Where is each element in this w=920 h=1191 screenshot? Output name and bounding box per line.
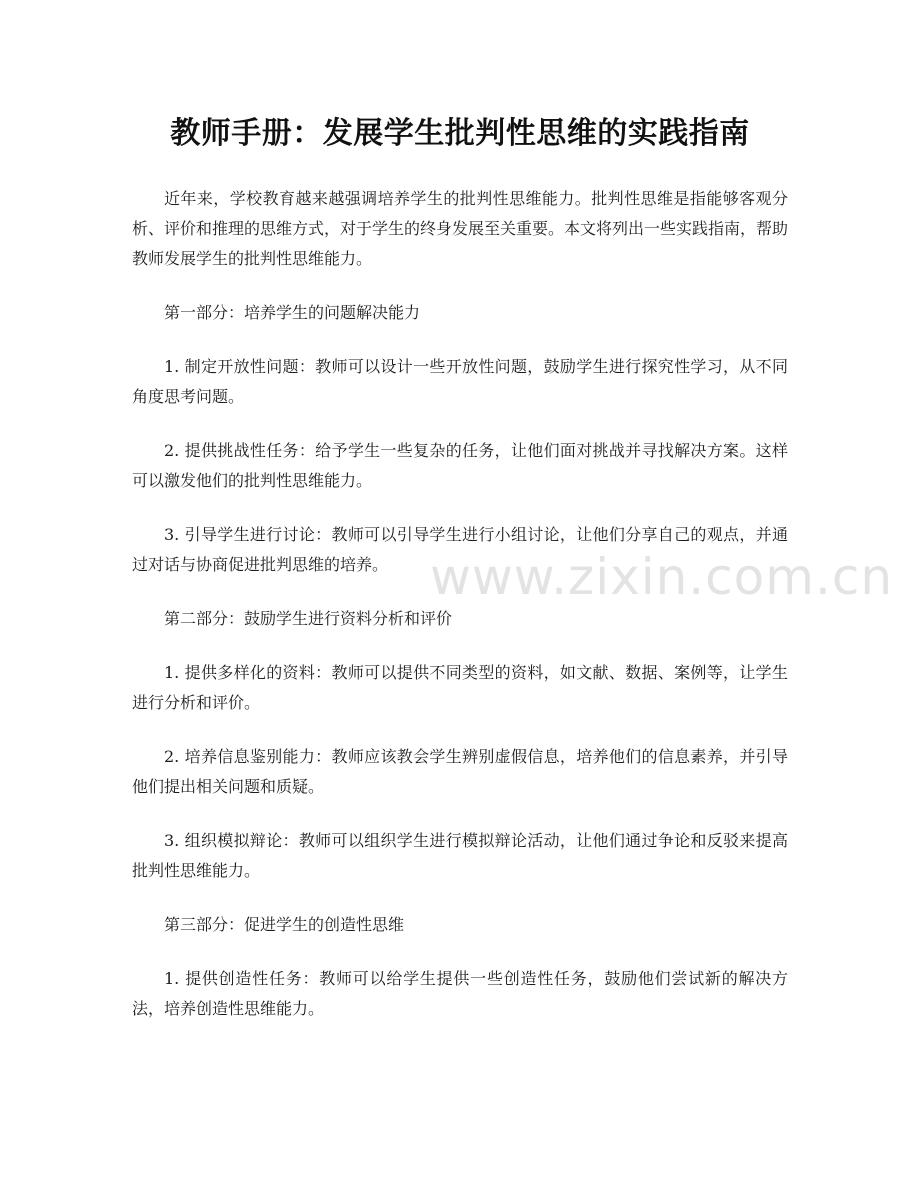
section-heading-1: 第一部分：培养学生的问题解决能力 [164,303,421,322]
list-item: 1. 提供创造性任务：教师可以给学生提供一些创造性任务，鼓励他们尝试新的解决方法，培养创造性思维能力。 [132,969,788,1018]
document-body [132,184,788,1048]
list-item: 3. 组织模拟辩论：教师可以组织学生进行模拟辩论活动，让他们通过争论和反驳来提高批判性思维能力。 [132,831,788,880]
document-title: 教师手册：发展学生批判性思维的实践指南 [170,116,750,151]
watermark: www.zixin.com.cn [430,548,894,606]
list-item: 3. 引导学生进行讨论：教师可以引导学生进行小组讨论，让他们分享自己的观点，并通过对话与协商促进批判思维的培养。 [132,525,788,574]
list-item: 1. 提供多样化的资料：教师可以提供不同类型的资料，如文献、数据、案例等，让学生进行分析和评价。 [132,663,788,712]
section-heading-2: 第二部分：鼓励学生进行资料分析和评价 [164,609,453,628]
intro-paragraph: 近年来，学校教育越来越强调培养学生的批判性思维能力。批判性思维是指能够客观分析、评价和推理的思维方式，对于学生的终身发展至关重要。本文将列出一些实践指南，帮助教师发展学生的批判性思维能力。 [132,189,789,268]
list-item: 1. 制定开放性问题：教师可以设计一些开放性问题，鼓励学生进行探究性学习，从不同角度思考问题。 [132,357,788,406]
list-item: 2. 培养信息鉴别能力：教师应该教会学生辨别虚假信息，培养他们的信息素养，并引导他们提出相关问题和质疑。 [132,747,788,796]
list-item: 2. 提供挑战性任务：给予学生一些复杂的任务，让他们面对挑战并寻找解决方案。这样可以激发他们的批判性思维能力。 [132,441,788,490]
section-heading-3: 第三部分：促进学生的创造性思维 [164,915,405,934]
